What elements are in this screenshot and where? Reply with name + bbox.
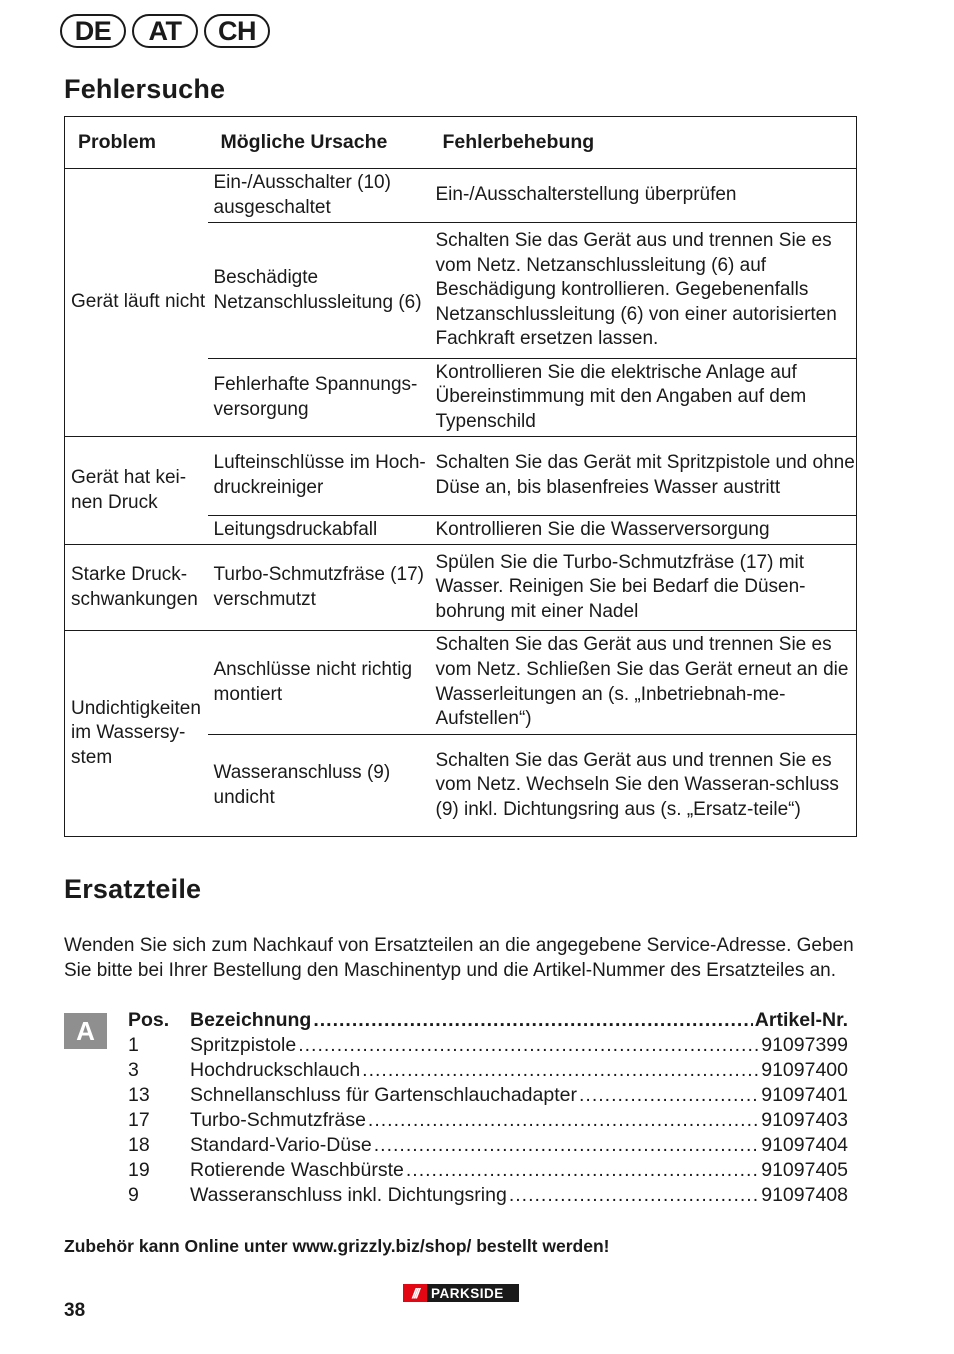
cause-cell: Lufteinschlüsse im Hoch-druckreiniger bbox=[213, 452, 426, 498]
remedy-cell: Schalten Sie das Gerät aus und trennen Sie es vom Netz. Netzanschlussleitung (6) auf Beschädigung kontrollieren. Gegebenenfalls Netzanschlussleitung (6) von einer autorisierten Fachkraft ersetzen lassen. bbox=[430, 223, 857, 359]
troubleshooting-table bbox=[64, 116, 857, 837]
part-number: 91097399 bbox=[761, 1034, 848, 1056]
part-pos: 9 bbox=[128, 1184, 139, 1206]
problem-cell: Gerät läuft nicht bbox=[71, 291, 206, 313]
page-number: 38 bbox=[64, 1300, 86, 1321]
troubleshooting-heading: Fehlersuche bbox=[64, 74, 226, 104]
cause-cell: Beschädigte Netzanschlussleitung (6) bbox=[208, 223, 430, 359]
country-badge-de: DE bbox=[60, 14, 126, 48]
list-item bbox=[128, 1158, 848, 1183]
spare-parts-header bbox=[128, 1008, 848, 1033]
dot-leader bbox=[406, 1158, 759, 1183]
dot-leader bbox=[579, 1083, 759, 1108]
cause-cell: Leitungsdruckabfall bbox=[208, 516, 430, 545]
part-pos: 1 bbox=[128, 1034, 139, 1056]
header-remedy: Fehlerbehebung bbox=[442, 131, 595, 154]
list-item bbox=[128, 1033, 848, 1058]
remedy-cell: Schalten Sie das Gerät aus und trennen Sie es vom Netz. Wechseln Sie den Wasseran-schluss (9) inkl. Dichtungsring aus (s. „Ersatz-teile“) bbox=[430, 735, 857, 837]
dot-leader bbox=[313, 1008, 752, 1033]
dot-leader bbox=[368, 1108, 759, 1133]
part-number: 91097405 bbox=[761, 1159, 848, 1181]
table-row bbox=[65, 437, 857, 516]
cause-cell: Anschlüsse nicht richtig montiert bbox=[213, 658, 413, 705]
table-row bbox=[65, 169, 857, 223]
part-name: Wasseranschluss inkl. Dichtungsring bbox=[190, 1184, 507, 1206]
part-number: 91097401 bbox=[761, 1084, 848, 1106]
part-number: 91097408 bbox=[761, 1184, 848, 1206]
part-number: 91097403 bbox=[761, 1109, 848, 1131]
figure-label-a: A bbox=[64, 1013, 107, 1049]
logo-text: PARKSIDE bbox=[431, 1285, 504, 1301]
table-header-row bbox=[65, 117, 857, 169]
cause-cell: Turbo-Schmutzfräse (17) verschmutzt bbox=[213, 563, 424, 610]
list-item bbox=[128, 1183, 848, 1208]
cause-cell: Fehlerhafte Spannungs-versorgung bbox=[208, 359, 430, 437]
list-item bbox=[128, 1083, 848, 1108]
remedy-cell: Schalten Sie das Gerät mit Spritzpistole und ohne Düse an, bis blasenfreies Wasser austritt bbox=[435, 452, 855, 498]
remedy-cell: Kontrollieren Sie die elektrische Anlage auf Übereinstimmung mit den Angaben auf dem Typenschild bbox=[430, 359, 857, 437]
part-name: Schnellanschluss für Gartenschlauchadapter bbox=[190, 1084, 577, 1106]
part-name: Rotierende Waschbürste bbox=[190, 1159, 404, 1181]
dot-leader bbox=[362, 1058, 759, 1083]
header-name: Bezeichnung bbox=[190, 1009, 312, 1031]
parkside-logo bbox=[403, 1284, 519, 1302]
part-pos: 19 bbox=[128, 1159, 150, 1181]
online-shop-note: Zubehör kann Online unter www.grizzly.biz/shop/ bestellt werden! bbox=[64, 1236, 610, 1256]
header-problem: Problem bbox=[78, 131, 157, 154]
part-pos: 13 bbox=[128, 1084, 150, 1106]
part-pos: 18 bbox=[128, 1134, 150, 1156]
spare-parts-heading: Ersatzteile bbox=[64, 874, 202, 904]
cause-cell: Ein-/Ausschalter (10) ausgeschaltet bbox=[213, 171, 391, 218]
dot-leader bbox=[374, 1133, 760, 1158]
country-badge-ch: CH bbox=[204, 14, 270, 48]
dot-leader bbox=[298, 1033, 759, 1058]
header-pos: Pos. bbox=[128, 1009, 170, 1031]
part-pos: 3 bbox=[128, 1059, 139, 1081]
dot-leader bbox=[509, 1183, 759, 1208]
logo-slashes-icon: /// bbox=[403, 1284, 427, 1302]
part-name: Spritzpistole bbox=[190, 1034, 297, 1056]
part-name: Standard-Vario-Düse bbox=[190, 1134, 372, 1156]
part-number: 91097400 bbox=[761, 1059, 848, 1081]
spare-parts-list bbox=[128, 1008, 848, 1208]
problem-cell: Undichtigkeiten im Wassersy-stem bbox=[71, 697, 201, 768]
part-pos: 17 bbox=[128, 1109, 150, 1131]
country-badge-at: AT bbox=[132, 14, 198, 48]
list-item bbox=[128, 1058, 848, 1083]
country-badges bbox=[60, 14, 270, 48]
table-row bbox=[65, 545, 857, 631]
remedy-cell: Spülen Sie die Turbo-Schmutzfräse (17) mit Wasser. Reinigen Sie bei Bedarf die Düsen-bohrung mit einer Nadel bbox=[435, 551, 806, 622]
remedy-cell: Schalten Sie das Gerät aus und trennen Sie es vom Netz. Schließen Sie das Gerät erneut an die Wasserleitungen an (s. „Inbetriebnah-me-Aufstellen“) bbox=[435, 634, 849, 730]
problem-cell: Gerät hat kei-nen Druck bbox=[71, 466, 187, 513]
header-number: Artikel-Nr. bbox=[754, 1009, 848, 1031]
cause-cell: Wasseranschluss (9) undicht bbox=[208, 735, 430, 837]
remedy-cell: Ein-/Ausschalterstellung überprüfen bbox=[435, 184, 737, 206]
part-name: Turbo-Schmutzfräse bbox=[190, 1109, 366, 1131]
problem-cell: Starke Druck-schwankungen bbox=[71, 563, 198, 610]
list-item bbox=[128, 1108, 848, 1133]
table-row bbox=[65, 631, 857, 735]
remedy-cell: Kontrollieren Sie die Wasserversorgung bbox=[430, 516, 857, 545]
part-name: Hochdruckschlauch bbox=[190, 1059, 361, 1081]
spare-parts-intro: Wenden Sie sich zum Nachkauf von Ersatzteilen an die angegebene Service-Adresse. Geben Sie bitte bei Ihrer Bestellung den Maschinentyp und die Artikel-Nummer des Ersatzteiles an. bbox=[64, 935, 854, 981]
list-item bbox=[128, 1133, 848, 1158]
header-cause: Mögliche Ursache bbox=[220, 131, 388, 154]
part-number: 91097404 bbox=[761, 1134, 848, 1156]
